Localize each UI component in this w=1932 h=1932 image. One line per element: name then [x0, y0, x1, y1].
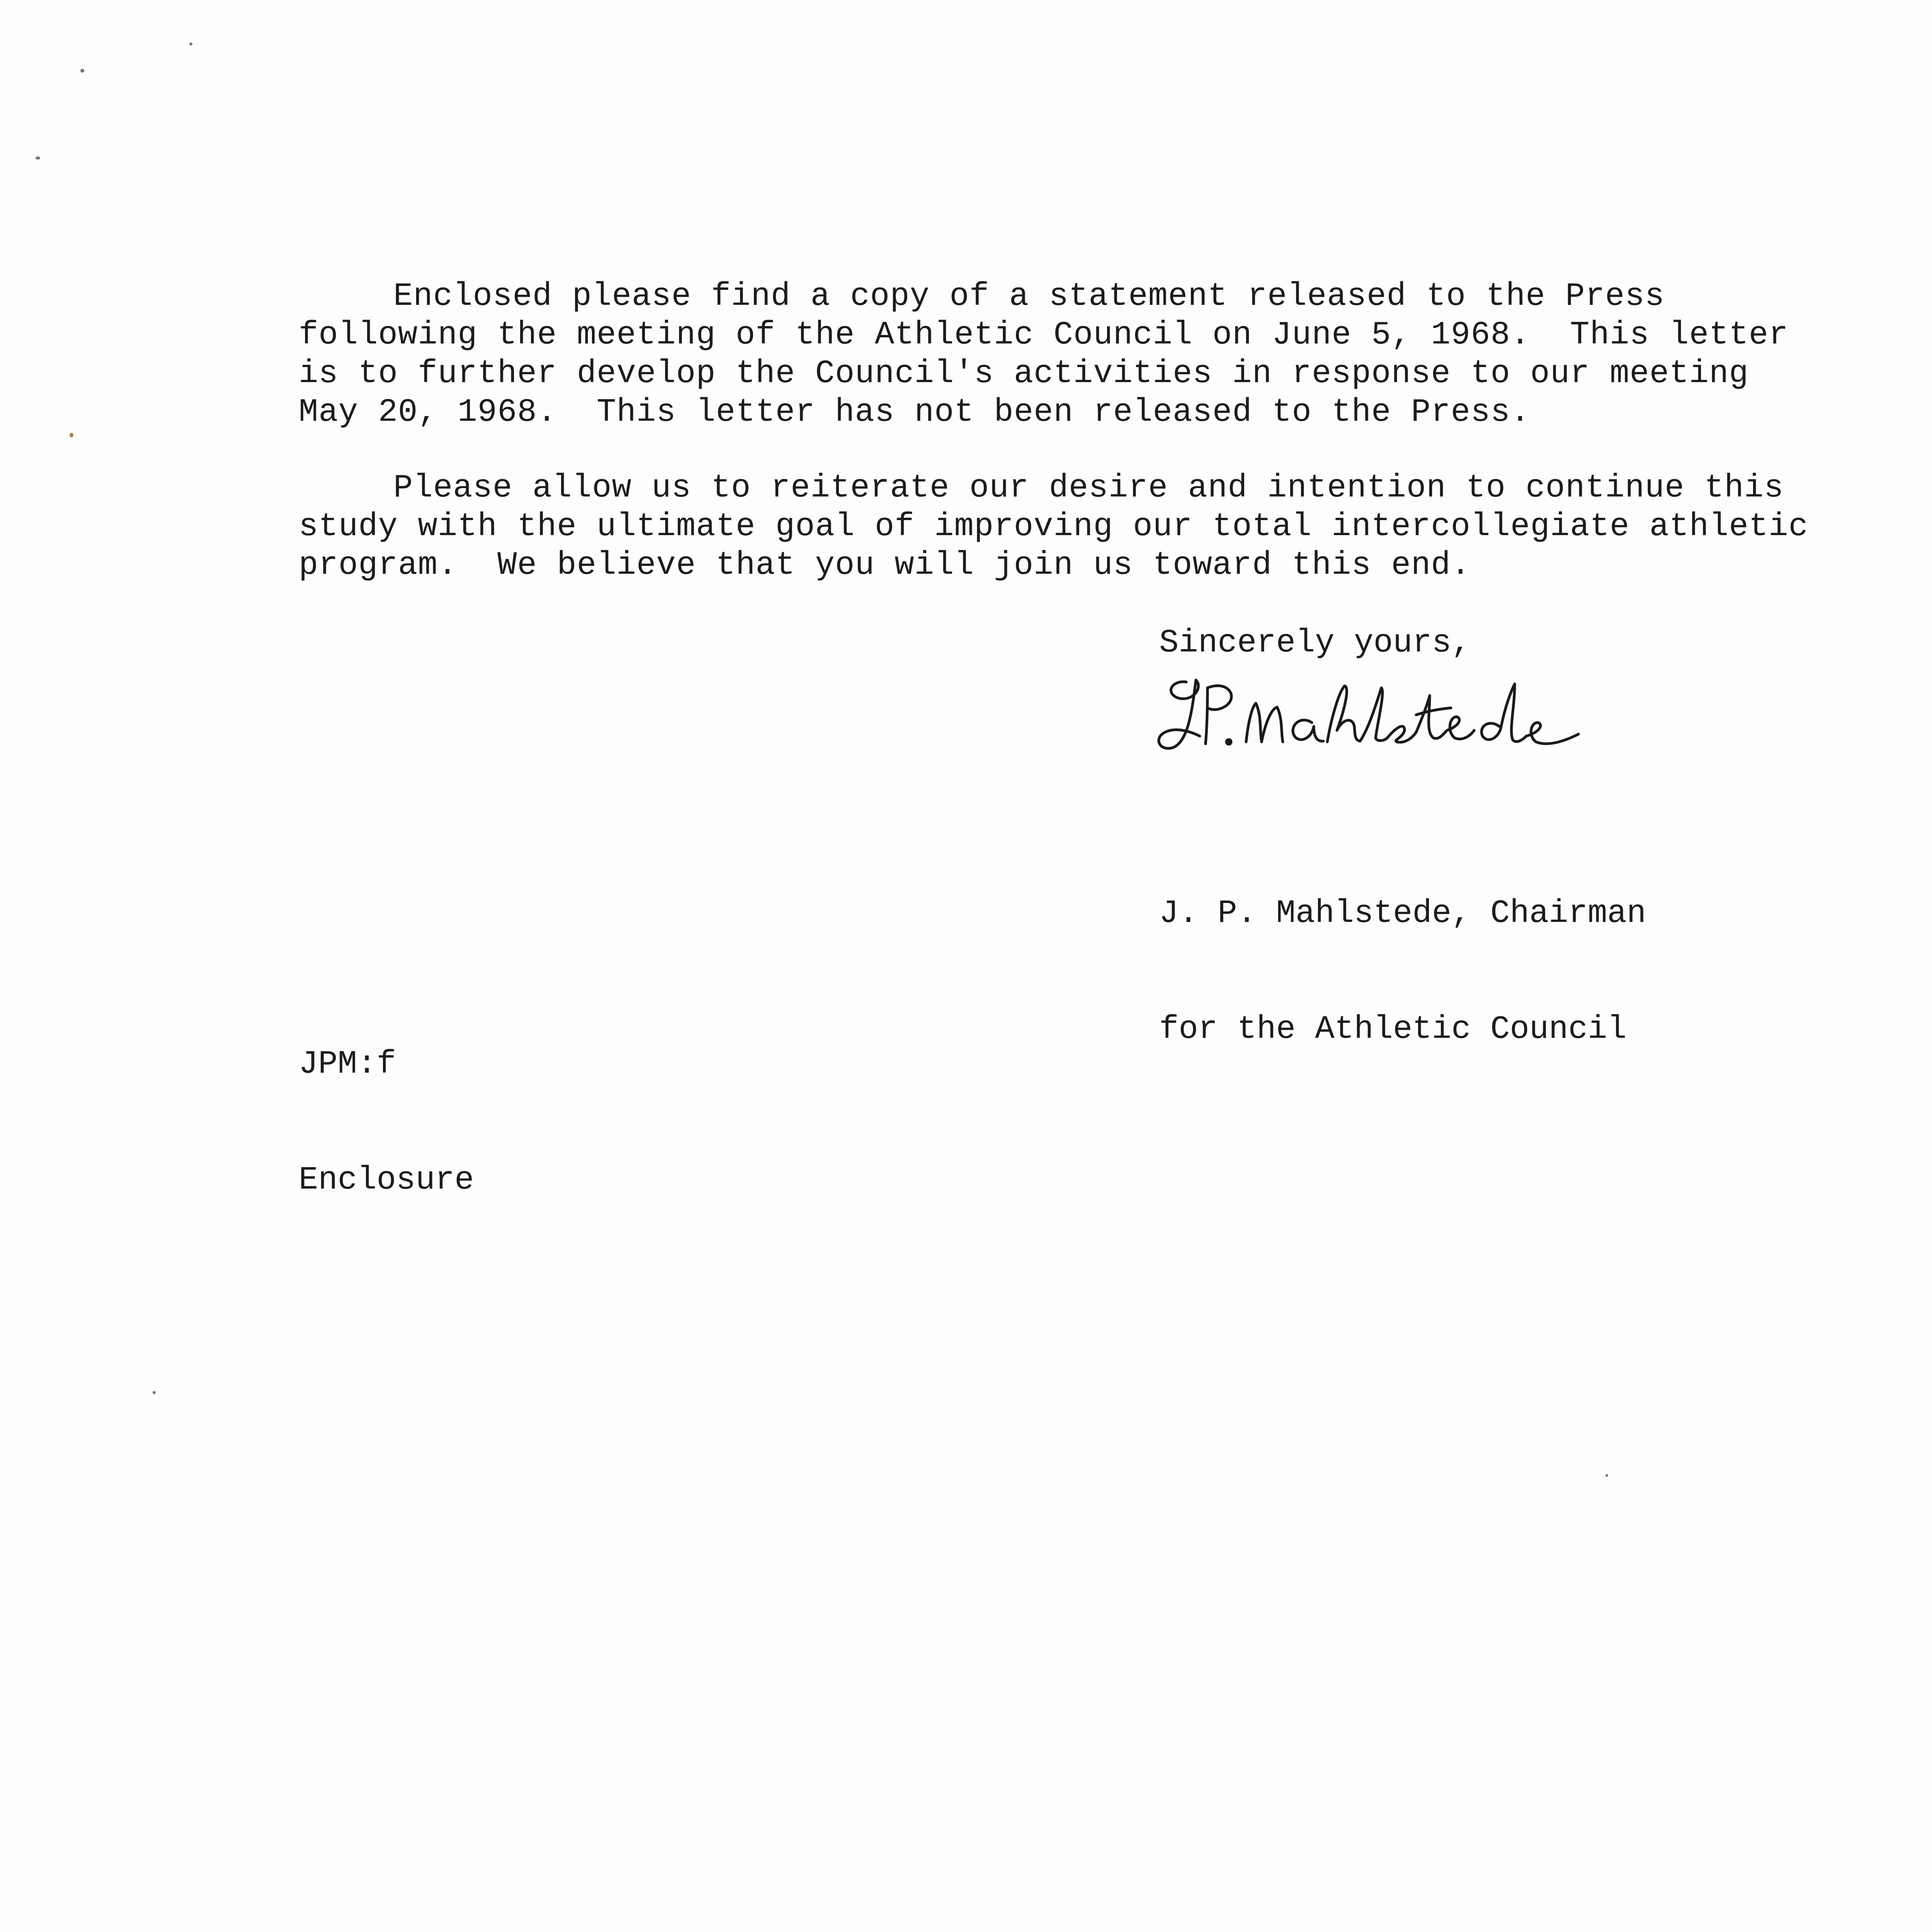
handwritten-signature — [1150, 665, 1613, 765]
signer-block — [1159, 817, 1646, 1126]
paragraph-line: study with the ultimate goal of improving our total intercollegiate athletic — [299, 509, 1809, 545]
paragraph-1 — [299, 277, 1806, 432]
closing-salutation: Sincerely yours, — [1159, 625, 1471, 662]
paragraph-line: May 20, 1968. This letter has not been released to the Press. — [299, 394, 1531, 431]
paragraph-line: Enclosed please find a copy of a statement released to the Press — [393, 278, 1665, 315]
paragraph-line: Please allow us to reiterate our desire and intention to continue this — [393, 470, 1784, 507]
scan-speck — [153, 1391, 156, 1394]
scan-speck — [36, 156, 40, 160]
reference-initials: JPM:f — [299, 1046, 396, 1083]
signer-organization: for the Athletic Council — [1159, 1011, 1627, 1048]
paragraph-2 — [299, 469, 1809, 585]
scan-speck — [1605, 1474, 1608, 1477]
reference-block — [299, 968, 474, 1277]
paragraph-line: following the meeting of the Athletic Council on June 5, 1968. This letter — [299, 317, 1789, 354]
paragraph-line: program. We believe that you will join us toward this end. — [299, 547, 1471, 584]
signer-name-title: J. P. Mahlstede, Chairman — [1159, 895, 1646, 932]
letter-body — [299, 277, 1809, 622]
scan-speck — [189, 43, 192, 46]
scan-speck — [80, 69, 84, 73]
enclosure-notation: Enclosure — [299, 1162, 474, 1199]
scan-speck — [70, 433, 73, 437]
paragraph-line: is to further develop the Council's activities in response to our meeting — [299, 355, 1749, 392]
